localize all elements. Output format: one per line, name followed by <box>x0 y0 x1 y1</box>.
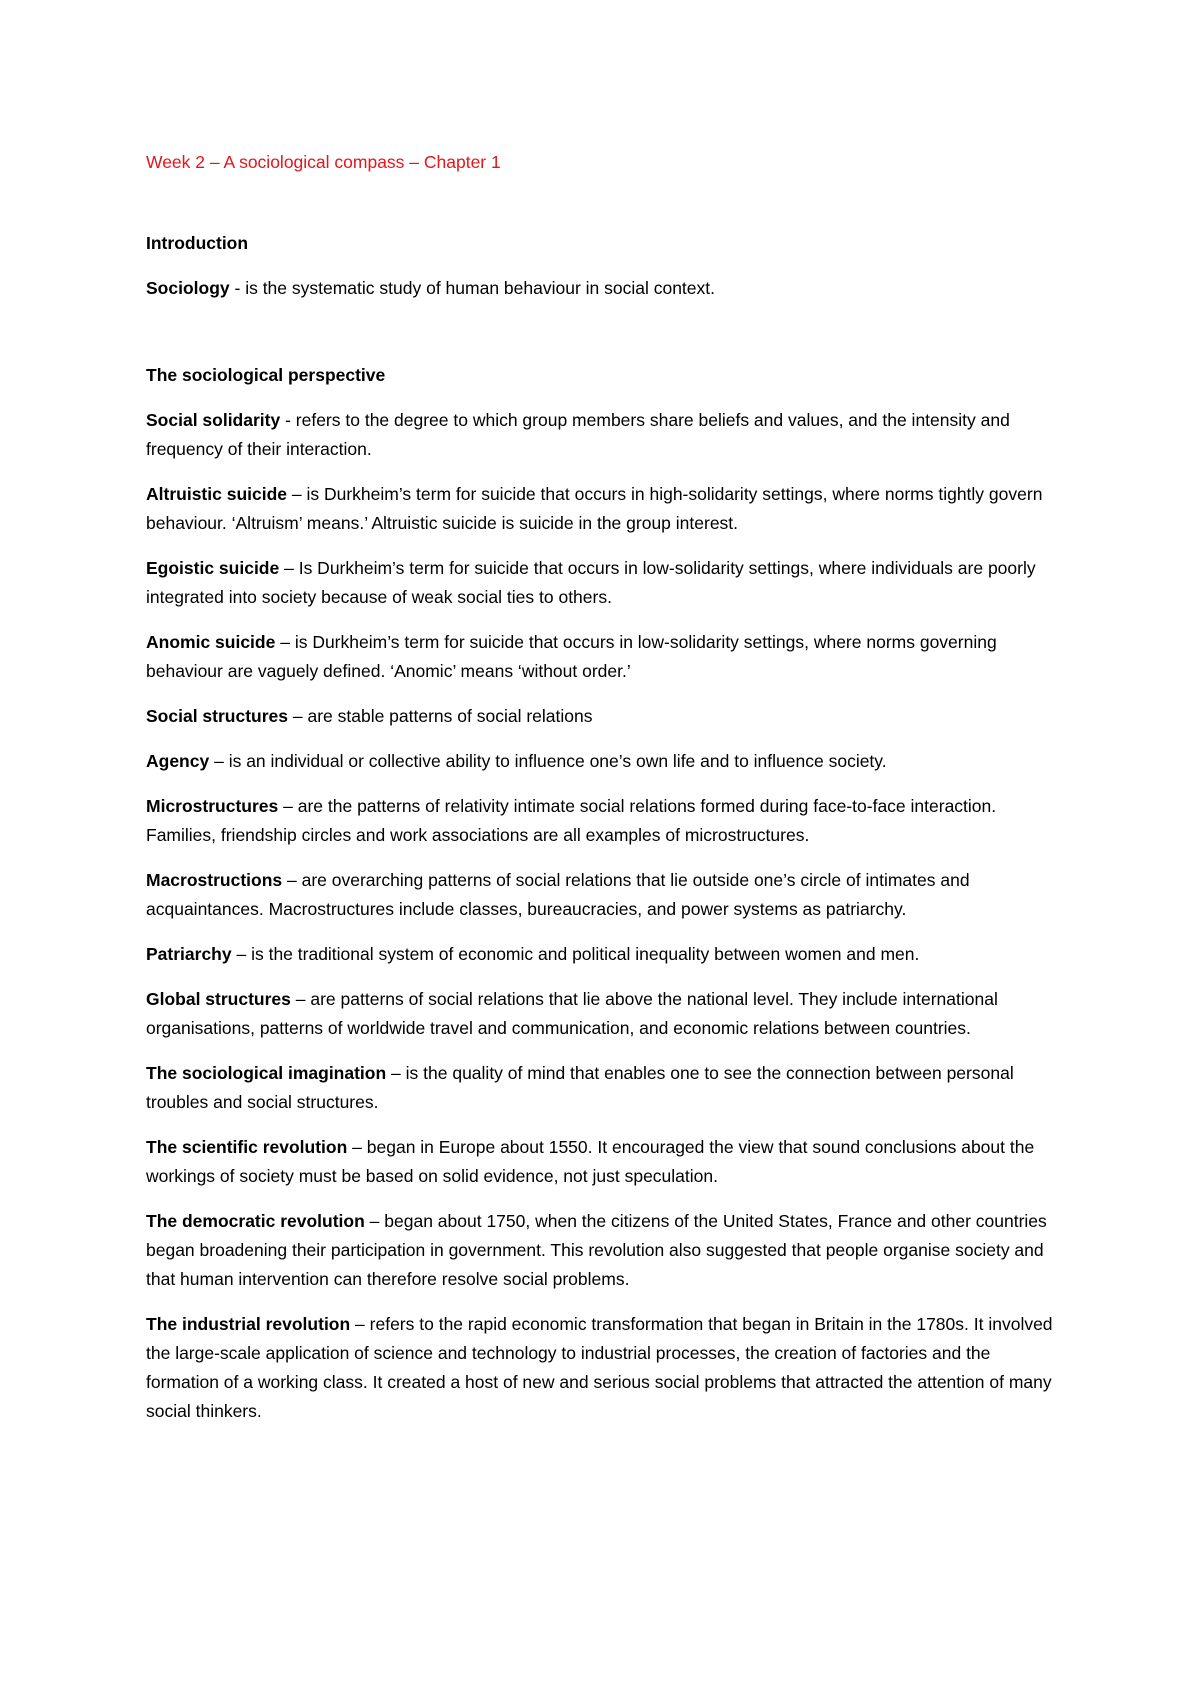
definition-term: The democratic revolution <box>146 1211 365 1231</box>
definition-entry <box>146 702 1066 731</box>
document-title: Week 2 – A sociological compass – Chapter 1 <box>146 152 501 172</box>
definition-entry <box>146 985 1066 1043</box>
definition-separator: – <box>275 632 295 652</box>
definition-entry <box>146 1310 1066 1426</box>
definition-term: Patriarchy <box>146 944 232 964</box>
definition-entry <box>146 1207 1066 1294</box>
definition-term: Social solidarity <box>146 410 281 430</box>
definition-term: Social structures <box>146 706 288 726</box>
definition-text: are overarching patterns of social relations that lie outside one’s circle of intimates and acquaintances. Macrostructures include classes, bureaucracies, and power systems as patriarchy. <box>146 870 970 919</box>
definition-separator: – <box>282 870 302 890</box>
definition-separator: - <box>280 410 296 430</box>
definition-term: Global structures <box>146 989 291 1009</box>
definition-separator: – <box>231 944 252 964</box>
definition-text: refers to the rapid economic transformation that began in Britain in the 1780s. It involved the large-scale application of science and technology to industrial processes, the creation of factories and the formation of a working class. It created a host of new and serious social problems that attracted the attention of many social thinkers. <box>146 1314 1053 1421</box>
definition-separator: – <box>386 1063 406 1083</box>
definition-text: Is Durkheim’s term for suicide that occurs in low-solidarity settings, where individuals are poorly integrated into society because of weak social ties to others. <box>146 558 1036 607</box>
definition-term: Altruistic suicide <box>146 484 288 504</box>
definition-separator: – <box>290 989 311 1009</box>
definition-term: The sociological imagination <box>146 1063 387 1083</box>
definition-text: is the systematic study of human behaviour in social context. <box>245 278 716 298</box>
definition-term: Microstructures <box>146 796 279 816</box>
definition-text: began in Europe about 1550. It encouraged the view that sound conclusions about the workings of society must be based on solid evidence, not just speculation. <box>146 1137 1035 1186</box>
definition-separator: – <box>287 484 307 504</box>
definition-term: Egoistic suicide <box>146 558 280 578</box>
definition-text: is the traditional system of economic and political inequality between women and men. <box>251 944 920 964</box>
definition-text: began about 1750, when the citizens of the United States, France and other countries began broadening their participation in government. This revolution also suggested that people organise society and that human intervention can therefore resolve social problems. <box>146 1211 1047 1289</box>
definition-text: are stable patterns of social relations <box>307 706 593 726</box>
definition-separator: – <box>350 1314 370 1334</box>
definition-separator: – <box>347 1137 367 1157</box>
section-sociological-perspective <box>146 361 1066 1426</box>
definition-separator: – <box>364 1211 385 1231</box>
definition-separator: – <box>279 558 299 578</box>
section-introduction <box>146 229 1066 303</box>
definition-separator: – <box>209 751 229 771</box>
definition-text: is an individual or collective ability to influence one’s own life and to influence society. <box>228 751 887 771</box>
definition-text: refers to the degree to which group members share beliefs and values, and the intensity and frequency of their interaction. <box>146 410 1010 459</box>
definition-separator: – <box>288 706 308 726</box>
definition-entry <box>146 406 1066 464</box>
section-heading: Introduction <box>146 233 249 253</box>
definition-text: is the quality of mind that enables one to see the connection between personal troubles and social structures. <box>146 1063 1014 1112</box>
definition-term: Anomic suicide <box>146 632 276 652</box>
definition-separator: - <box>229 278 246 298</box>
definition-entry <box>146 628 1066 686</box>
definition-term: Sociology <box>146 278 230 298</box>
definition-text: is Durkheim’s term for suicide that occurs in low-solidarity settings, where norms governing behaviour are vaguely defined. ‘Anomic’ means ‘without order.’ <box>146 632 997 681</box>
definition-entry <box>146 1059 1066 1117</box>
definition-text: are patterns of social relations that lie above the national level. They include international organisations, patterns of worldwide travel and communication, and economic relations between countries. <box>146 989 998 1038</box>
definition-entry <box>146 940 1066 969</box>
definition-entry <box>146 274 1066 303</box>
definition-term: The scientific revolution <box>146 1137 348 1157</box>
document-body <box>146 148 1066 1442</box>
definition-entry <box>146 480 1066 538</box>
definition-term: Agency <box>146 751 210 771</box>
definition-entry <box>146 1133 1066 1191</box>
definition-term: The industrial revolution <box>146 1314 351 1334</box>
definition-text: is Durkheim’s term for suicide that occurs in high-solidarity settings, where norms tightly govern behaviour. ‘Altruism’ means.’ Altruistic suicide is suicide in the group interest. <box>146 484 1043 533</box>
section-heading: The sociological perspective <box>146 365 386 385</box>
definition-separator: – <box>278 796 298 816</box>
definition-text: are the patterns of relativity intimate social relations formed during face-to-face interaction. Families, friendship circles and work associations are all examples of microstructures. <box>146 796 997 845</box>
definition-entry <box>146 866 1066 924</box>
definition-entry <box>146 554 1066 612</box>
definition-term: Macrostructions <box>146 870 283 890</box>
definition-entry <box>146 792 1066 850</box>
definition-entry <box>146 747 1066 776</box>
